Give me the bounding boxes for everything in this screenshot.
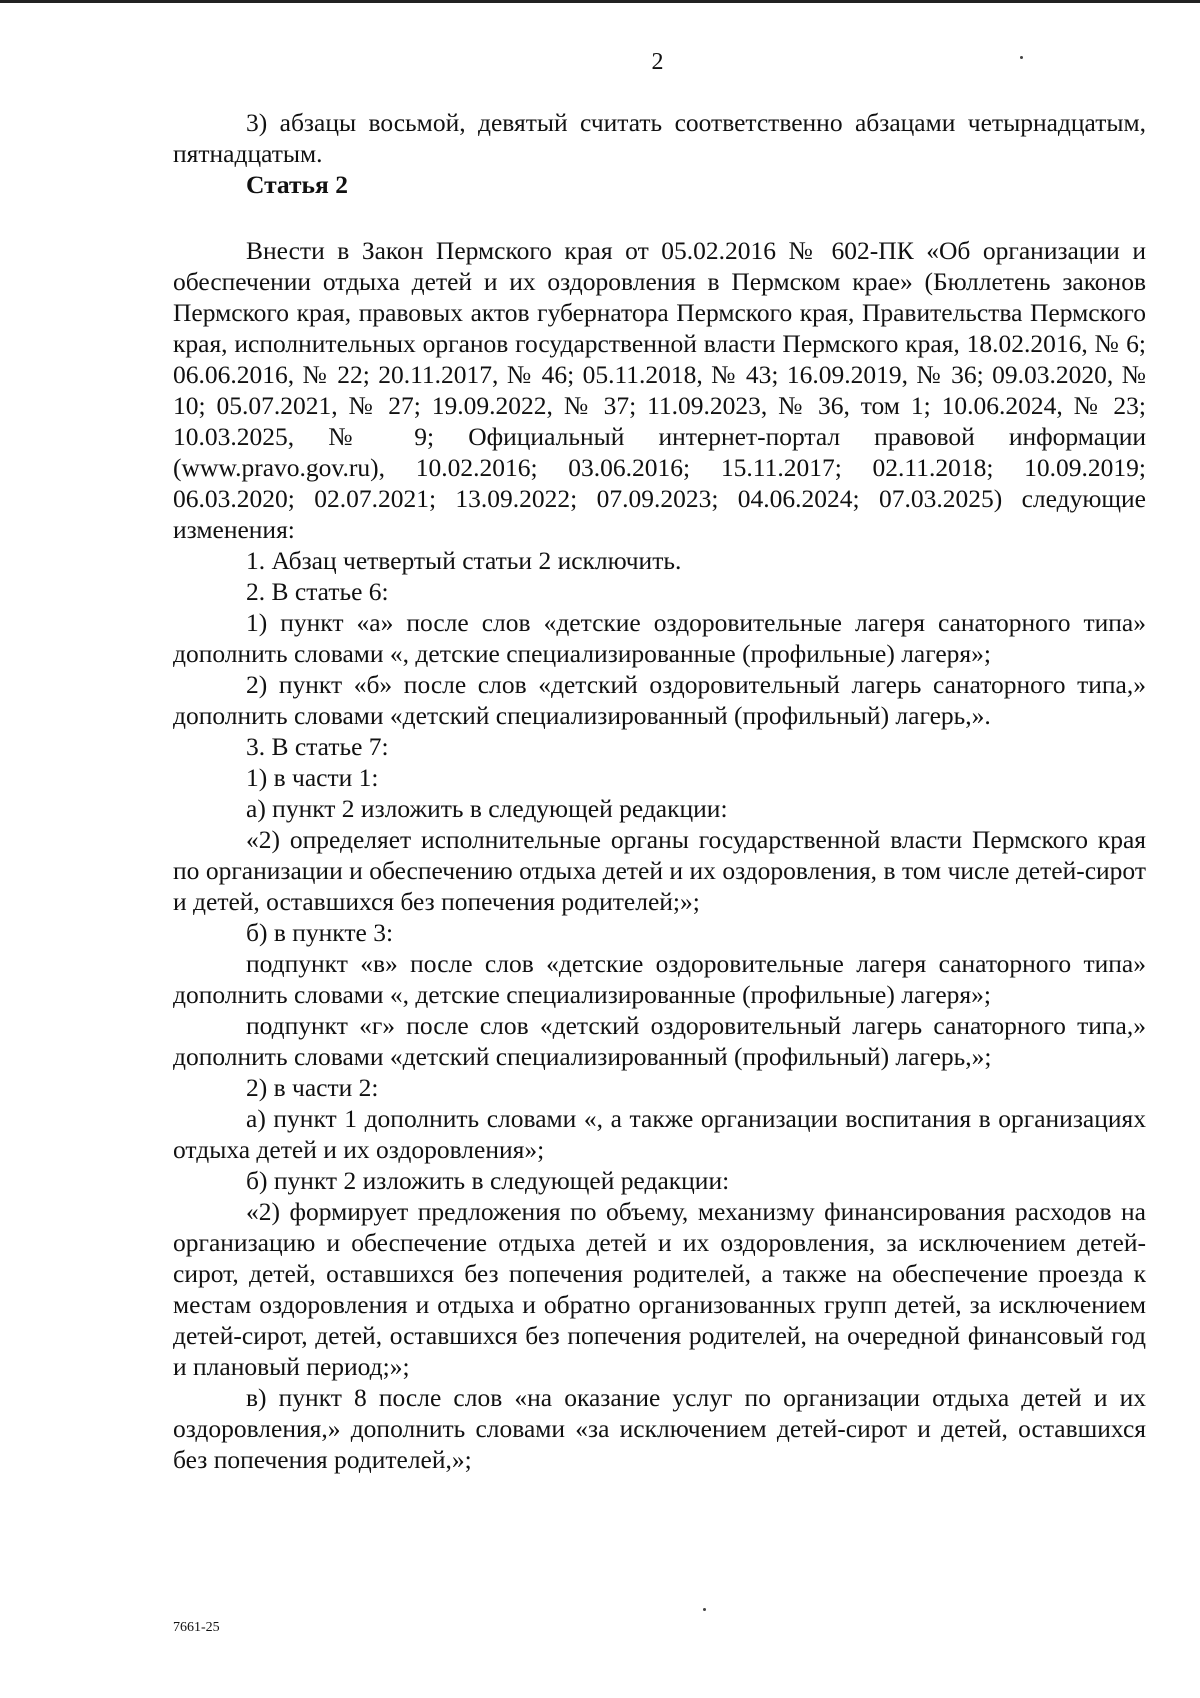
scan-speck xyxy=(703,1608,706,1611)
paragraph: 3. В статье 7: xyxy=(246,732,389,761)
paragraph: а) пункт 1 дополнить словами «, а также организации воспитания в организациях отдыха детей и их оздоровления»; xyxy=(173,1104,1146,1164)
paragraph: подпункт «в» после слов «детские оздоровительные лагеря санаторного типа» дополнить словами «, детские специализированные (профильные) лагеря»; xyxy=(173,949,1146,1009)
article-heading: Статья 2 xyxy=(246,170,348,199)
article-body xyxy=(173,235,1146,1475)
paragraph: 1) в части 1: xyxy=(246,763,379,792)
paragraph: Внести в Закон Пермского края от 05.02.2016 № 602-ПК «Об организации и обеспечении отдыха детей и их оздоровления в Пермском крае» (Бюллетень законов Пермского края, правовых актов губернатора Пермского края, Правительства Пермского края, исполнительных органов государственной власти Пермского края, 18.02.2016, № 6; 06.06.2016, № 22; 20.11.2017, № 46; 05.11.2018, № 43; 16.09.2019, № 36; 09.03.2020, № 10; 05.07.2021, № 27; 19.09.2022, № 37; 11.09.2023, № 36, том 1; 10.06.2024, № 23; 10.03.2025, № 9; Официальный интернет-портал правовой информации (www.pravo.gov.ru), 10.02.2016; 03.06.2016; 15.11.2017; 02.11.2018; 10.09.2019; 06.03.2020; 02.07.2021; 13.09.2022; 07.09.2023; 04.06.2024; 07.03.2025) следующие изменения: xyxy=(173,236,1146,544)
paragraph: «2) определяет исполнительные органы государственной власти Пермского края по организации и обеспечению отдыха детей и их оздоровления, в том числе детей-сирот и детей, оставшихся без попечения родителей;»; xyxy=(173,825,1146,916)
paragraph: 2. В статье 6: xyxy=(246,577,389,606)
scan-speck xyxy=(1020,56,1023,59)
paragraph: б) пункт 2 изложить в следующей редакции: xyxy=(246,1166,730,1195)
paragraph: 2) в части 2: xyxy=(246,1073,379,1102)
paragraph: б) в пункте 3: xyxy=(246,918,394,947)
page-number: 2 xyxy=(651,49,664,75)
paragraph: 1. Абзац четвертый статьи 2 исключить. xyxy=(246,546,682,575)
paragraph: подпункт «г» после слов «детский оздоровительный лагерь санаторного типа,» дополнить словами «детский специализированный (профильный) лагерь,»; xyxy=(173,1011,1146,1071)
document-body xyxy=(173,107,1146,1475)
paragraph: а) пункт 2 изложить в следующей редакции: xyxy=(246,794,728,823)
paragraph: 2) пункт «б» после слов «детский оздоровительный лагерь санаторного типа,» дополнить словами «детский специализированный (профильный) лагерь,». xyxy=(173,670,1146,730)
document-code: 7661-25 xyxy=(173,1620,220,1635)
paragraph: 3) абзацы восьмой, девятый считать соответственно абзацами четырнадцатым, пятнадцатым. xyxy=(173,108,1146,168)
paragraph: «2) формирует предложения по объему, механизму финансирования расходов на организацию и обеспечение отдыха детей и их оздоровления, за исключением детей-сирот, детей, оставшихся без попечения родителей, а также на обеспечение проезда к местам оздоровления и отдыха и обратно организованных групп детей, за исключением детей-сирот, детей, оставшихся без попечения родителей, на очередной финансовый год и плановый период;»; xyxy=(173,1197,1146,1381)
paragraph: в) пункт 8 после слов «на оказание услуг по организации отдыха детей и их оздоровления,» дополнить словами «за исключением детей-сирот и детей, оставшихся без попечения родителей,»; xyxy=(173,1383,1146,1474)
paragraph: 1) пункт «а» после слов «детские оздоровительные лагеря санаторного типа» дополнить словами «, детские специализированные (профильные) лагеря»; xyxy=(173,608,1146,668)
